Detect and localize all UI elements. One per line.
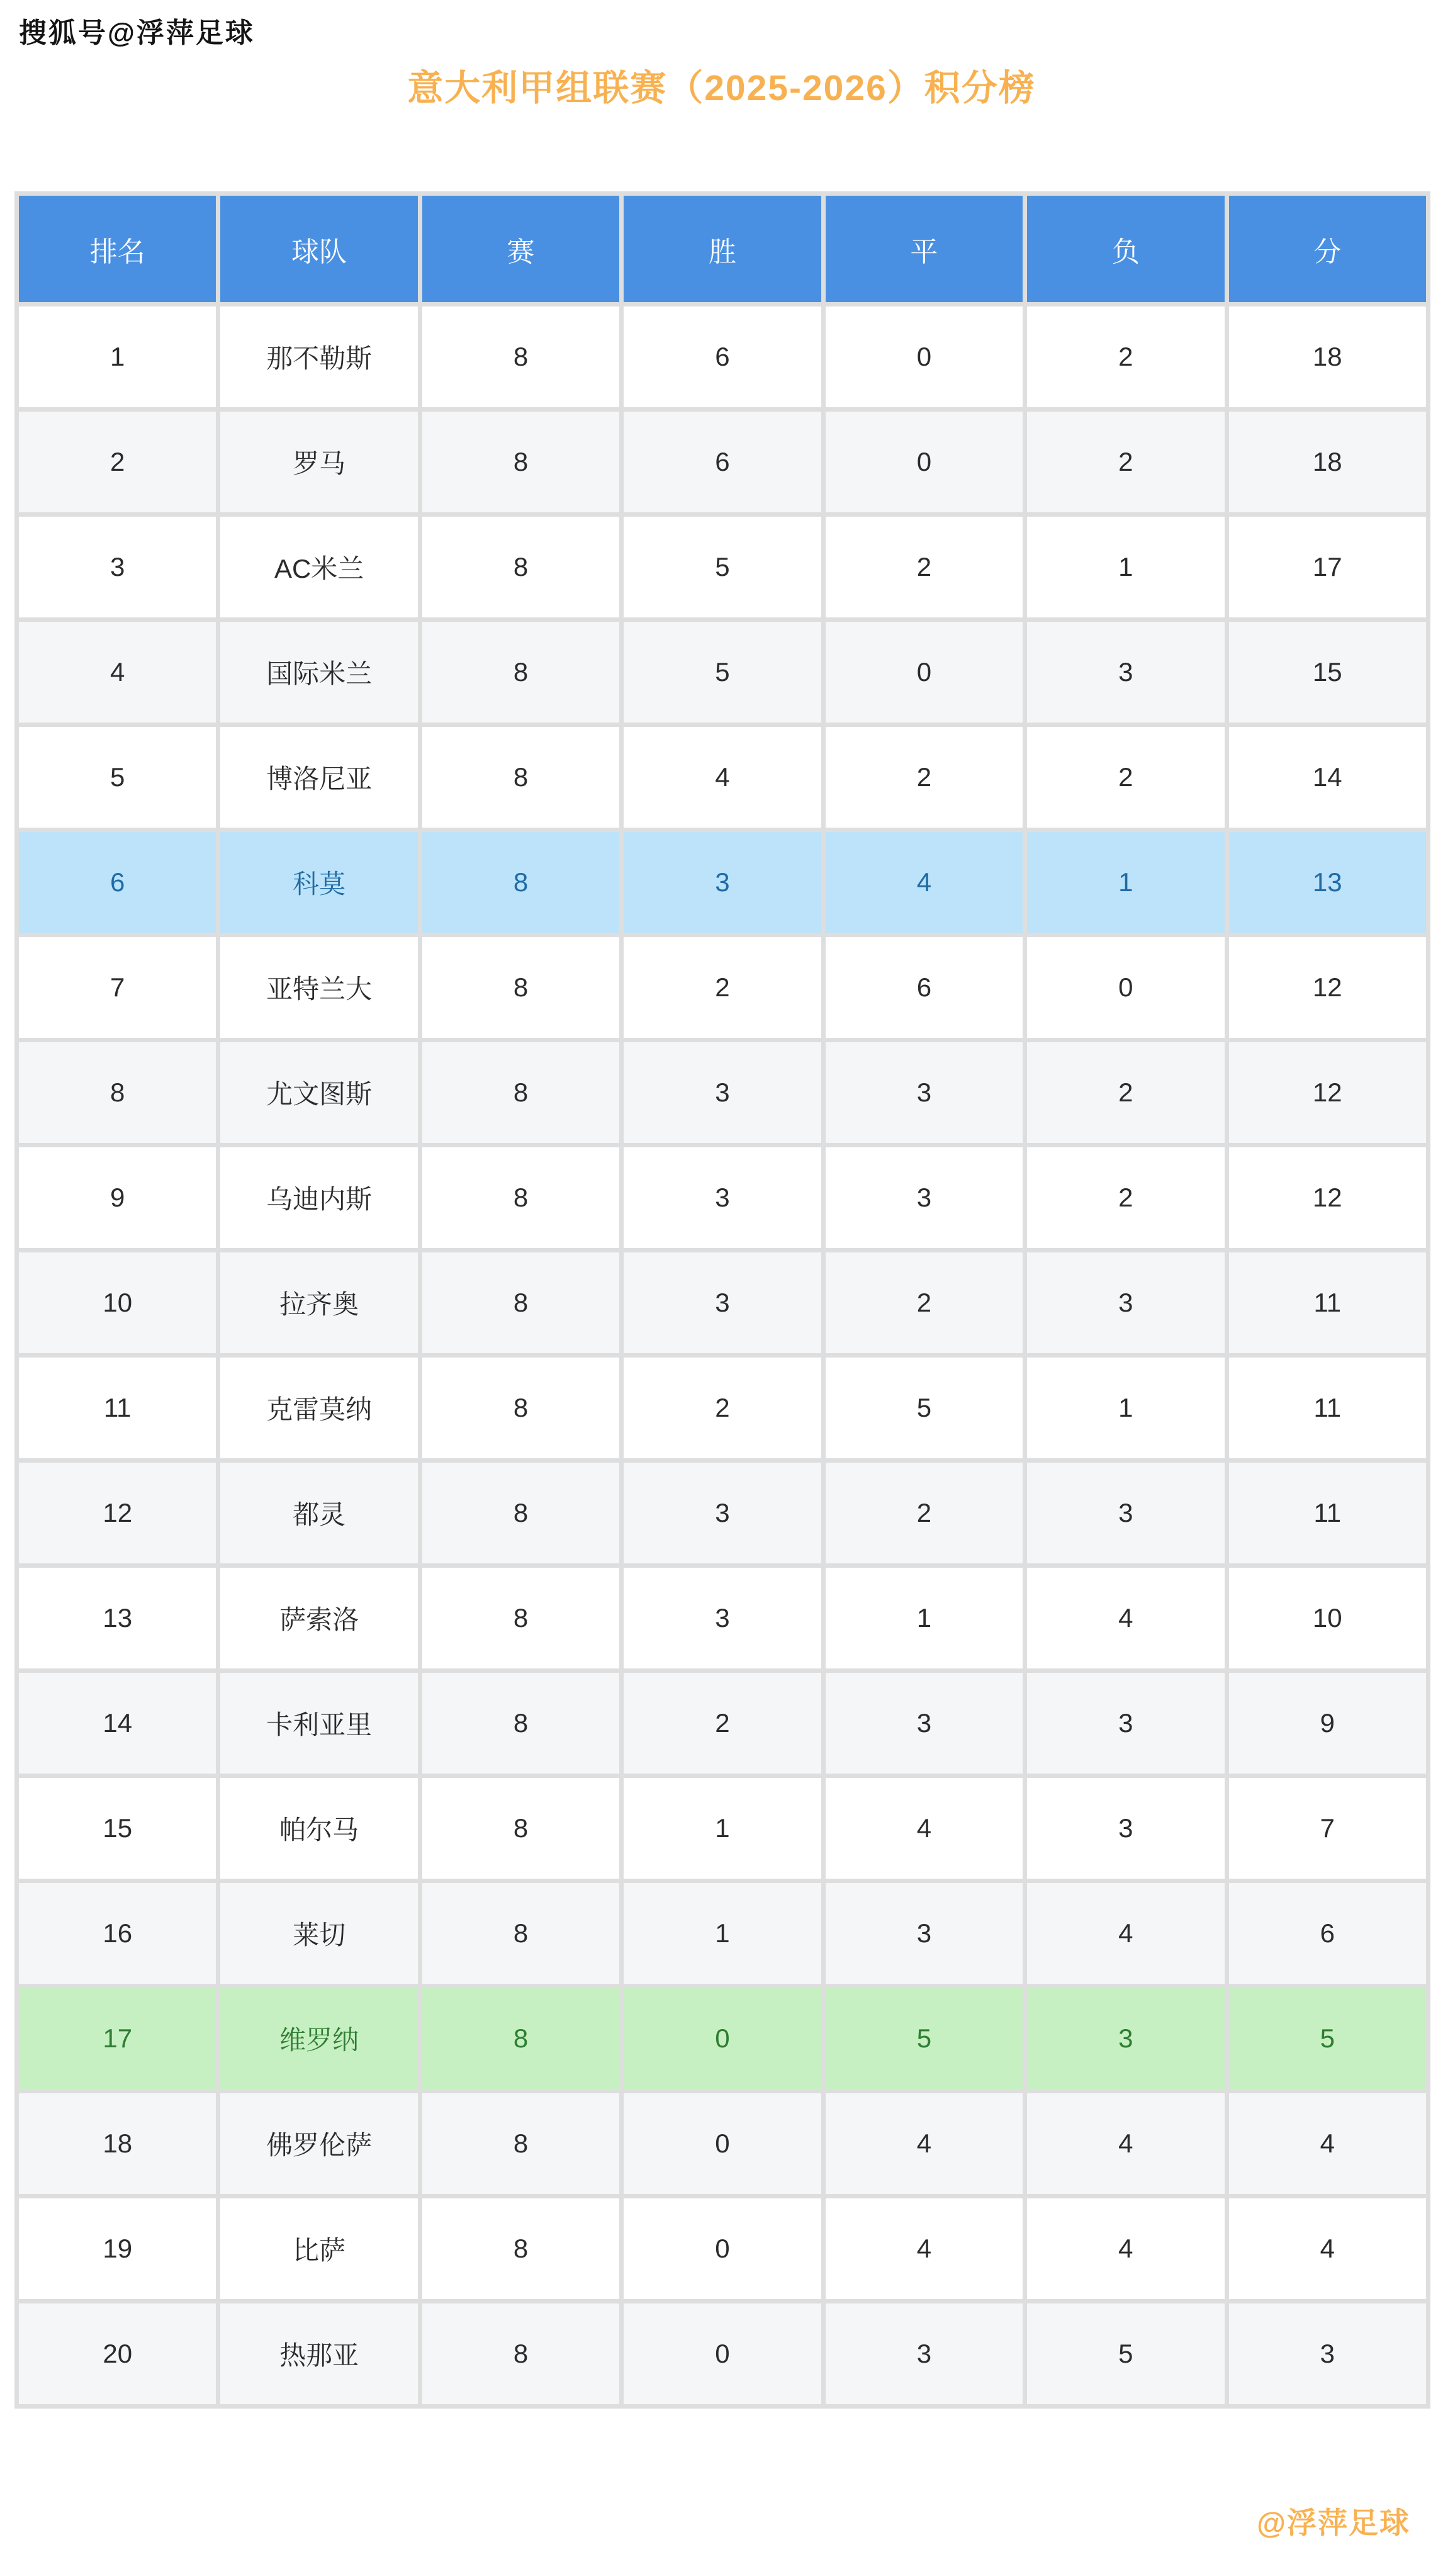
cell-rank: 14 [19, 1673, 216, 1774]
cell-points: 7 [1229, 1778, 1426, 1879]
cell-points: 12 [1229, 937, 1426, 1038]
table-row [19, 517, 1426, 617]
cell-win: 1 [624, 1778, 821, 1879]
cell-points: 13 [1229, 832, 1426, 933]
cell-points: 5 [1229, 1988, 1426, 2089]
cell-points: 3 [1229, 2303, 1426, 2404]
cell-played: 8 [422, 2198, 619, 2299]
column-header-points: 分 [1229, 196, 1426, 302]
cell-win: 5 [624, 622, 821, 723]
table-row [19, 1883, 1426, 1984]
cell-draw: 6 [826, 937, 1023, 1038]
cell-loss: 2 [1027, 307, 1224, 407]
table-row [19, 832, 1426, 933]
cell-loss: 2 [1027, 1147, 1224, 1248]
cell-draw: 5 [826, 1358, 1023, 1458]
cell-loss: 3 [1027, 1463, 1224, 1563]
cell-points: 11 [1229, 1463, 1426, 1563]
cell-played: 8 [422, 1883, 619, 1984]
cell-rank: 12 [19, 1463, 216, 1563]
page-title: 意大利甲组联赛（2025-2026）积分榜 [407, 68, 1036, 108]
watermark-top: 搜狐号@浮萍足球 [19, 18, 255, 48]
cell-played: 8 [422, 1778, 619, 1879]
column-header-team: 球队 [220, 196, 417, 302]
table-row [19, 2198, 1426, 2299]
cell-played: 8 [422, 1358, 619, 1458]
cell-loss: 2 [1027, 1042, 1224, 1143]
standings-table-wrap [14, 191, 1430, 2409]
cell-played: 8 [422, 1463, 619, 1563]
cell-team: 卡利亚里 [220, 1673, 417, 1774]
cell-rank: 6 [19, 832, 216, 933]
cell-draw: 3 [826, 1673, 1023, 1774]
cell-team: 帕尔马 [220, 1778, 417, 1879]
cell-points: 9 [1229, 1673, 1426, 1774]
cell-loss: 5 [1027, 2303, 1224, 2404]
cell-team: 亚特兰大 [220, 937, 417, 1038]
cell-win: 1 [624, 1883, 821, 1984]
table-header [19, 196, 1426, 302]
cell-win: 3 [624, 1252, 821, 1353]
cell-draw: 0 [826, 307, 1023, 407]
cell-team: 乌迪内斯 [220, 1147, 417, 1248]
cell-team: 佛罗伦萨 [220, 2093, 417, 2194]
cell-team: 罗马 [220, 412, 417, 512]
cell-win: 3 [624, 1463, 821, 1563]
table-row [19, 1147, 1426, 1248]
cell-draw: 2 [826, 1463, 1023, 1563]
cell-draw: 3 [826, 2303, 1023, 2404]
cell-played: 8 [422, 1673, 619, 1774]
cell-draw: 3 [826, 1147, 1023, 1248]
cell-loss: 3 [1027, 622, 1224, 723]
table-row [19, 1252, 1426, 1353]
cell-win: 4 [624, 727, 821, 828]
table-row [19, 1778, 1426, 1879]
cell-loss: 3 [1027, 1252, 1224, 1353]
cell-win: 3 [624, 832, 821, 933]
cell-points: 18 [1229, 307, 1426, 407]
cell-played: 8 [422, 307, 619, 407]
cell-loss: 4 [1027, 2198, 1224, 2299]
table-row [19, 1358, 1426, 1458]
cell-draw: 4 [826, 2093, 1023, 2194]
table-row [19, 2303, 1426, 2404]
cell-rank: 17 [19, 1988, 216, 2089]
cell-loss: 3 [1027, 1988, 1224, 2089]
cell-loss: 4 [1027, 1883, 1224, 1984]
cell-rank: 3 [19, 517, 216, 617]
cell-played: 8 [422, 1988, 619, 2089]
column-header-win: 胜 [624, 196, 821, 302]
cell-points: 15 [1229, 622, 1426, 723]
cell-points: 17 [1229, 517, 1426, 617]
cell-win: 3 [624, 1568, 821, 1668]
cell-win: 0 [624, 2198, 821, 2299]
cell-win: 2 [624, 1673, 821, 1774]
cell-rank: 4 [19, 622, 216, 723]
cell-loss: 0 [1027, 937, 1224, 1038]
cell-rank: 9 [19, 1147, 216, 1248]
cell-loss: 1 [1027, 832, 1224, 933]
cell-loss: 2 [1027, 412, 1224, 512]
cell-rank: 15 [19, 1778, 216, 1879]
cell-team: 克雷莫纳 [220, 1358, 417, 1458]
cell-rank: 19 [19, 2198, 216, 2299]
cell-team: 博洛尼亚 [220, 727, 417, 828]
table-row [19, 1673, 1426, 1774]
cell-team: 国际米兰 [220, 622, 417, 723]
cell-win: 6 [624, 412, 821, 512]
cell-loss: 1 [1027, 517, 1224, 617]
cell-team: 萨索洛 [220, 1568, 417, 1668]
cell-draw: 1 [826, 1568, 1023, 1668]
table-row [19, 727, 1426, 828]
cell-draw: 3 [826, 1883, 1023, 1984]
cell-draw: 2 [826, 1252, 1023, 1353]
cell-played: 8 [422, 2303, 619, 2404]
cell-rank: 8 [19, 1042, 216, 1143]
cell-played: 8 [422, 1042, 619, 1143]
table-header-row [19, 196, 1426, 302]
cell-win: 0 [624, 1988, 821, 2089]
cell-draw: 4 [826, 1778, 1023, 1879]
cell-points: 4 [1229, 2198, 1426, 2299]
cell-rank: 5 [19, 727, 216, 828]
cell-played: 8 [422, 517, 619, 617]
cell-played: 8 [422, 622, 619, 723]
cell-played: 8 [422, 1568, 619, 1668]
cell-draw: 2 [826, 727, 1023, 828]
cell-draw: 2 [826, 517, 1023, 617]
table-row [19, 412, 1426, 512]
table-row [19, 2093, 1426, 2194]
cell-rank: 7 [19, 937, 216, 1038]
cell-draw: 3 [826, 1042, 1023, 1143]
cell-played: 8 [422, 1147, 619, 1248]
cell-rank: 18 [19, 2093, 216, 2194]
table-row [19, 1988, 1426, 2089]
cell-points: 6 [1229, 1883, 1426, 1984]
cell-team: 拉齐奥 [220, 1252, 417, 1353]
cell-team: 热那亚 [220, 2303, 417, 2404]
cell-win: 3 [624, 1147, 821, 1248]
cell-win: 6 [624, 307, 821, 407]
cell-draw: 4 [826, 832, 1023, 933]
cell-team: 维罗纳 [220, 1988, 417, 2089]
cell-draw: 0 [826, 622, 1023, 723]
table-row [19, 622, 1426, 723]
cell-rank: 1 [19, 307, 216, 407]
watermark-bottom: @浮萍足球 [1257, 2506, 1410, 2539]
table-row [19, 1568, 1426, 1668]
table-row [19, 1042, 1426, 1143]
cell-played: 8 [422, 1252, 619, 1353]
cell-draw: 5 [826, 1988, 1023, 2089]
cell-points: 14 [1229, 727, 1426, 828]
cell-points: 4 [1229, 2093, 1426, 2194]
column-header-draw: 平 [826, 196, 1023, 302]
cell-rank: 10 [19, 1252, 216, 1353]
cell-draw: 0 [826, 412, 1023, 512]
cell-win: 0 [624, 2093, 821, 2194]
cell-loss: 3 [1027, 1778, 1224, 1879]
column-header-loss: 负 [1027, 196, 1224, 302]
table-row [19, 937, 1426, 1038]
table-row [19, 1463, 1426, 1563]
cell-loss: 1 [1027, 1358, 1224, 1458]
cell-team: 那不勒斯 [220, 307, 417, 407]
table-body [19, 307, 1426, 2404]
cell-loss: 2 [1027, 727, 1224, 828]
table-row [19, 307, 1426, 407]
cell-loss: 3 [1027, 1673, 1224, 1774]
cell-win: 2 [624, 1358, 821, 1458]
cell-played: 8 [422, 727, 619, 828]
cell-rank: 16 [19, 1883, 216, 1984]
cell-points: 18 [1229, 412, 1426, 512]
cell-team: 尤文图斯 [220, 1042, 417, 1143]
cell-win: 5 [624, 517, 821, 617]
cell-points: 12 [1229, 1042, 1426, 1143]
cell-rank: 11 [19, 1358, 216, 1458]
cell-team: 莱切 [220, 1883, 417, 1984]
cell-points: 12 [1229, 1147, 1426, 1248]
cell-team: AC米兰 [220, 517, 417, 617]
cell-played: 8 [422, 832, 619, 933]
cell-team: 都灵 [220, 1463, 417, 1563]
cell-points: 11 [1229, 1358, 1426, 1458]
cell-played: 8 [422, 2093, 619, 2194]
cell-rank: 2 [19, 412, 216, 512]
cell-team: 比萨 [220, 2198, 417, 2299]
cell-loss: 4 [1027, 2093, 1224, 2194]
cell-win: 2 [624, 937, 821, 1038]
cell-rank: 20 [19, 2303, 216, 2404]
column-header-played: 赛 [422, 196, 619, 302]
cell-rank: 13 [19, 1568, 216, 1668]
cell-win: 0 [624, 2303, 821, 2404]
column-header-rank: 排名 [19, 196, 216, 302]
cell-played: 8 [422, 412, 619, 512]
cell-loss: 4 [1027, 1568, 1224, 1668]
cell-points: 10 [1229, 1568, 1426, 1668]
cell-played: 8 [422, 937, 619, 1038]
cell-win: 3 [624, 1042, 821, 1143]
cell-draw: 4 [826, 2198, 1023, 2299]
cell-points: 11 [1229, 1252, 1426, 1353]
cell-team: 科莫 [220, 832, 417, 933]
standings-table [14, 191, 1430, 2409]
